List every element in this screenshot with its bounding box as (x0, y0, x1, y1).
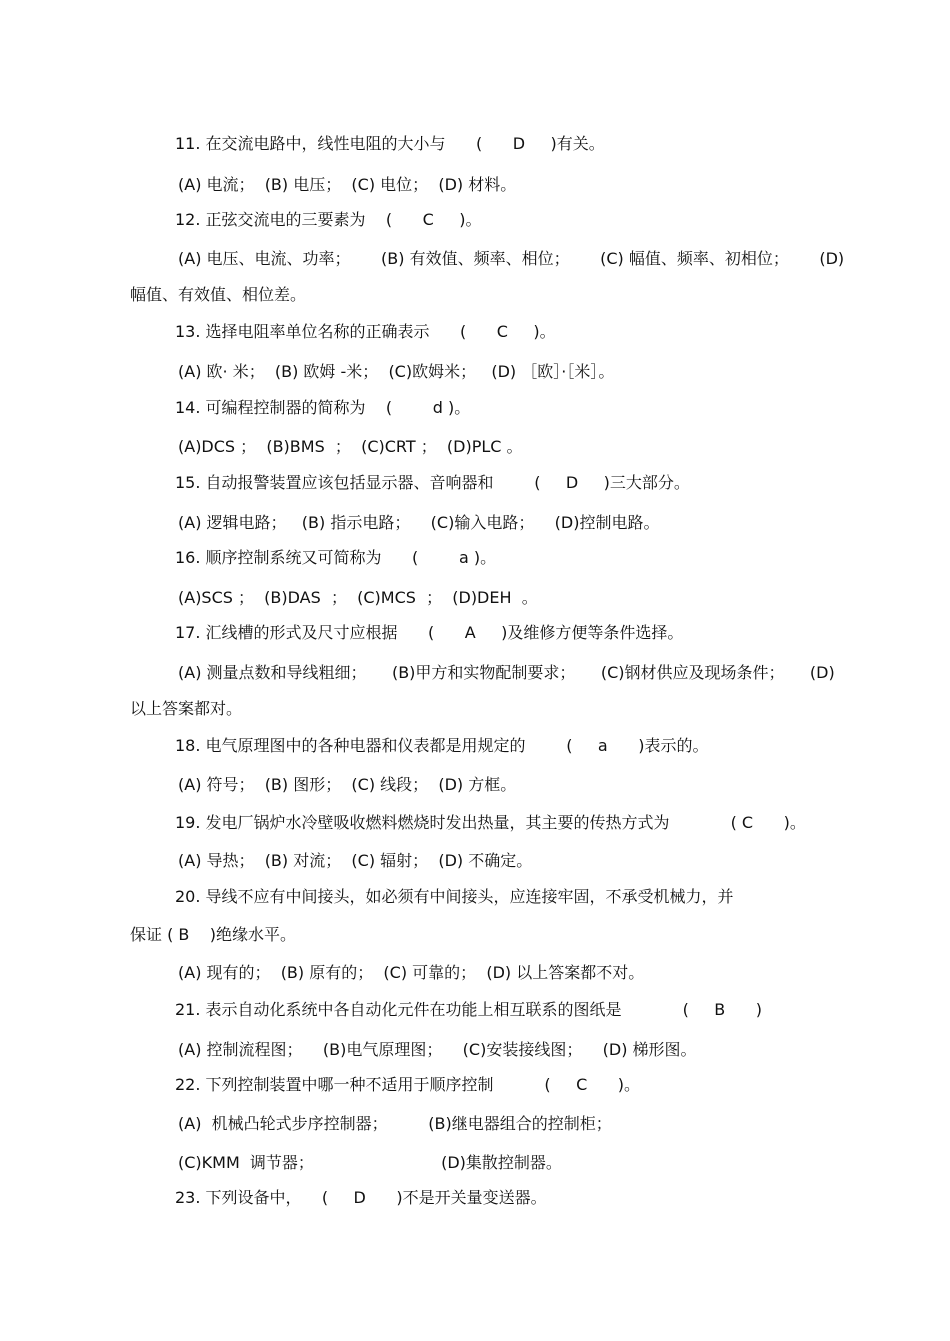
question-12-options-cont: 幅值、有效值、相位差。 (130, 285, 307, 304)
question-11-options: (A) 电流； (B) 电压； (C) 电位； (D) 材料。 (178, 175, 517, 194)
question-22-options: (A) 机械凸轮式步序控制器； (B)继电器组合的控制柜； (178, 1114, 612, 1133)
question-19-options: (A) 导热； (B) 对流； (C) 辐射； (D) 不确定。 (178, 851, 533, 870)
question-20-cont: 保证 ( B )绝缘水平。 (130, 925, 296, 944)
question-18: 18. 电气原理图中的各种电器和仪表都是用规定的 ( a )表示的。 (175, 736, 709, 755)
question-11: 11. 在交流电路中，线性电阻的大小与 ( D )有关。 (175, 134, 605, 153)
question-18-options: (A) 符号； (B) 图形； (C) 线段； (D) 方框。 (178, 775, 517, 794)
question-23: 23. 下列设备中， ( D )不是开关量变送器。 (175, 1188, 547, 1207)
question-13-options: (A) 欧· 米； (B) 欧姆 -米； (C)欧姆米； (D) ［欧］·［米］。 (178, 362, 615, 381)
question-12: 12. 正弦交流电的三要素为 ( C )。 (175, 210, 482, 229)
question-17: 17. 汇线槽的形式及尺寸应根据 ( A )及维修方便等条件选择。 (175, 623, 684, 642)
question-19: 19. 发电厂锅炉水冷壁吸收燃料燃烧时发出热量，其主要的传热方式为 ( C )。 (175, 813, 806, 832)
question-20-options: (A) 现有的； (B) 原有的； (C) 可靠的； (D) 以上答案都不对。 (178, 963, 645, 982)
question-22-options-cont: (C)KMM 调节器； (D)集散控制器。 (178, 1153, 562, 1172)
question-22: 22. 下列控制装置中哪一种不适用于顺序控制 ( C )。 (175, 1075, 640, 1094)
question-15-options: (A) 逻辑电路； (B) 指示电路； (C)输入电路； (D)控制电路。 (178, 513, 660, 532)
question-14: 14. 可编程控制器的简称为 ( d )。 (175, 398, 471, 417)
question-12-options: (A) 电压、电流、功率； (B) 有效值、频率、相位； (C) 幅值、频率、初相位； (D) (178, 249, 845, 268)
question-16: 16. 顺序控制系统又可简称为 ( a )。 (175, 548, 497, 567)
question-14-options: (A)DCS ； (B)BMS ； (C)CRT ； (D)PLC 。 (178, 437, 523, 456)
question-17-options-cont: 以上答案都对。 (130, 699, 243, 718)
question-20: 20. 导线不应有中间接头，如必须有中间接头，应连接牢固，不承受机械力，并 (175, 887, 734, 906)
question-21: 21. 表示自动化系统中各自动化元件在功能上相互联系的图纸是 ( B ) (175, 1000, 762, 1019)
question-13: 13. 选择电阻率单位名称的正确表示 ( C )。 (175, 322, 556, 341)
question-21-options: (A) 控制流程图； (B)电气原理图； (C)安装接线图； (D) 梯形图。 (178, 1040, 697, 1059)
question-15: 15. 自动报警装置应该包括显示器、音响器和 ( D )三大部分。 (175, 473, 690, 492)
question-17-options: (A) 测量点数和导线粗细； (B)甲方和实物配制要求； (C)钢材供应及现场条件； (D) (178, 663, 835, 682)
question-16-options: (A)SCS ； (B)DAS ； (C)MCS ； (D)DEH 。 (178, 588, 538, 607)
